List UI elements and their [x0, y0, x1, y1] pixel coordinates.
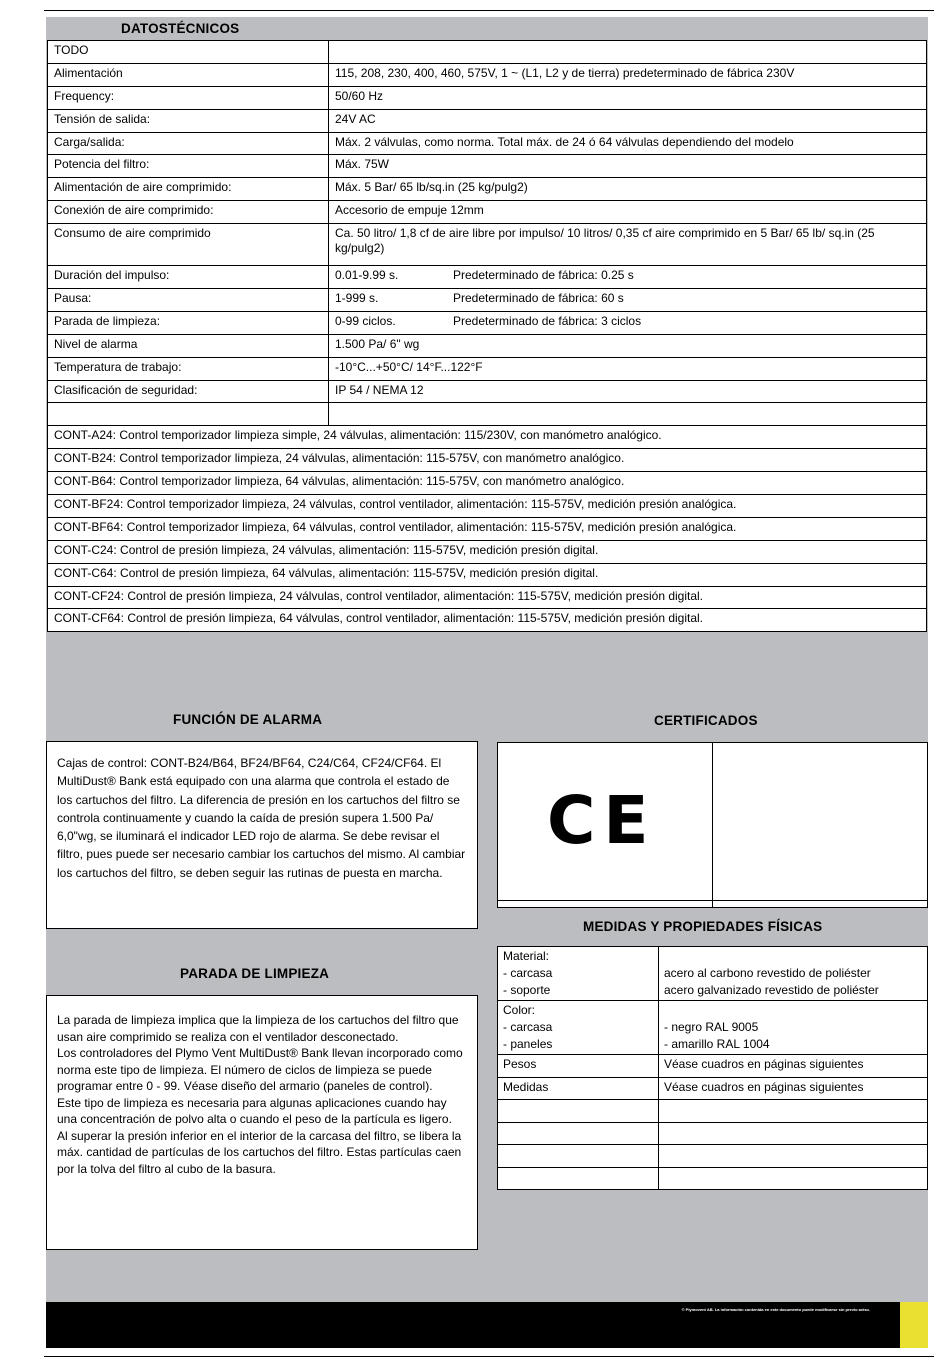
certificates-heading: CERTIFICADOS [654, 713, 758, 728]
material-sub: - soporte [503, 983, 551, 997]
row-value: Accesorio de empuje 12mm [329, 201, 927, 224]
range-value: 1-999 s. [335, 291, 379, 306]
ce-cell [498, 743, 713, 901]
row-key [498, 1145, 659, 1168]
model-row [48, 495, 927, 518]
model-code: CONT-CF64: [54, 611, 125, 626]
table-row [48, 86, 927, 109]
row-key: Duración del impulso: [48, 266, 329, 289]
table-row [498, 1055, 928, 1078]
table-row [498, 1167, 928, 1190]
row-key: Pausa: [48, 289, 329, 312]
row-key: Consumo de aire comprimido [48, 224, 329, 266]
row-key: Frequency: [48, 86, 329, 109]
color-val: - amarillo RAL 1004 [664, 1037, 770, 1051]
table-row [498, 1077, 928, 1100]
model-row [48, 472, 927, 495]
row-value: Ca. 50 litro/ 1,8 cf de aire libre por impulso/ 10 litros/ 0,35 cf aire comprimido en 5 Bar/ 65 lb/ sq.in (25 kg/pulg2) [329, 224, 927, 266]
row-key: TODO [48, 41, 329, 64]
material-val: acero galvanizado revestido de poliéster [664, 983, 879, 997]
model-row [48, 517, 927, 540]
measures-heading: MEDIDAS Y PROPIEDADES FÍSICAS [583, 919, 823, 934]
row-key: Medidas [498, 1077, 659, 1100]
material-sub: - carcasa [503, 966, 553, 980]
table-row [48, 224, 927, 266]
row-value [329, 41, 927, 64]
model-code: CONT-CF24: [54, 588, 125, 603]
cleaning-heading: PARADA DE LIMPIEZA [180, 966, 330, 981]
model-cell [48, 472, 927, 495]
cleaning-paragraph: La parada de limpieza implica que la limpieza de los cartuchos del filtro que usan aire comprimido se realiza con el ventilador desconectado. [57, 1013, 459, 1044]
model-desc: Control de presión limpieza, 64 válvulas, control ventilador, alimentación: 115-575V, medición presión digital. [124, 611, 704, 626]
model-code: CONT-C24: [54, 542, 117, 557]
alarm-heading: FUNCIÓN DE ALARMA [173, 712, 323, 727]
color-val: - negro RAL 9005 [664, 1020, 759, 1034]
table-row [48, 109, 927, 132]
model-cell [48, 586, 927, 609]
model-row [48, 609, 927, 632]
row-value [659, 1100, 928, 1123]
material-value [659, 947, 928, 1001]
model-code: CONT-B24: [54, 451, 117, 466]
model-cell [48, 495, 927, 518]
table-row [48, 403, 927, 426]
row-value [659, 1122, 928, 1145]
model-desc: Control de presión limpieza, 24 válvulas, control ventilador, alimentación: 115-575V, medición presión digital. [124, 588, 704, 603]
ce-mark-icon: CE [547, 782, 657, 860]
row-value: Máx. 5 Bar/ 65 lb/sq.in (25 kg/pulg2) [329, 178, 927, 201]
material-key [498, 947, 659, 1001]
table-row [498, 1145, 928, 1168]
row-value [329, 289, 927, 312]
cleaning-paragraph: Este tipo de limpieza es necesaria para algunas aplicaciones cuando hay una concentración de polvo alta o cuando el peso de la partícula es ligero. [57, 1095, 452, 1126]
color-key [498, 1001, 659, 1055]
default-value: Predeterminado de fábrica: 60 s [453, 291, 624, 306]
model-desc: Control temporizador limpieza, 64 válvulas, alimentación: 115-575V, con manómetro analógico. [116, 474, 625, 489]
material-title: Material: [503, 949, 550, 963]
alarm-text: Cajas de control: CONT-B24/B64, BF24/BF64, C24/C64, CF24/CF64. El MultiDust® Bank está equipado con una alarma que controla el estado de los cartuchos del filtro. La diferencia de presión en los cartuchos del filtro se controla continuamente y cuando la caída de presión supera 1.500 Pa/ 6,0"wg, se iluminará el indicador LED rojo de alarma. Se debe revisar el filtro, pues puede ser necesario cambiar los cartuchos del mismo. Al cambiar los cartuchos del filtro, se deben seguir las rutinas de puesta en marcha. [57, 756, 466, 880]
row-value: 50/60 Hz [329, 86, 927, 109]
empty-cell [498, 900, 713, 908]
range-value: 0.01-9.99 s. [335, 268, 399, 283]
model-code: CONT-BF64: [54, 519, 124, 534]
row-value [329, 403, 927, 426]
row-key [48, 403, 329, 426]
footer-text: © Plymovent AB. La información contenida en este documento puede modificarse sin previo aviso. [681, 1307, 870, 1312]
table-row [48, 334, 927, 357]
model-code: CONT-A24: [54, 428, 117, 443]
row-key: Conexión de aire comprimido: [48, 201, 329, 224]
model-row [48, 449, 927, 472]
model-desc: Control temporizador limpieza, 24 válvulas, control ventilador, alimentación: 115-575V, medición presión analógica. [123, 497, 737, 512]
model-cell [48, 563, 927, 586]
color-sub: - carcasa [503, 1020, 553, 1034]
table-row [48, 63, 927, 86]
model-cell [48, 540, 927, 563]
row-value: Máx. 2 válvulas, como norma. Total máx. de 24 ó 64 válvulas dependiendo del modelo [329, 132, 927, 155]
top-rule [44, 10, 934, 11]
model-desc: Control de presión limpieza, 64 válvulas, alimentación: 115-575V, medición presión digital. [116, 565, 599, 580]
yellow-accent-block [900, 1302, 928, 1348]
model-cell [48, 517, 927, 540]
default-value: Predeterminado de fábrica: 0.25 s [453, 268, 634, 283]
material-val: acero al carbono revestido de poliéster [664, 966, 871, 980]
row-key: Alimentación de aire comprimido: [48, 178, 329, 201]
row-value: 115, 208, 230, 400, 460, 575V, 1 ~ (L1, L2 y de tierra) predeterminado de fábrica 230V [329, 63, 927, 86]
measures-table [497, 946, 928, 1190]
model-desc: Control temporizador limpieza, 64 válvulas, control ventilador, alimentación: 115-575V, medición presión analógica. [123, 519, 737, 534]
model-code: CONT-BF24: [54, 497, 124, 512]
row-value [329, 266, 927, 289]
table-row [48, 289, 927, 312]
row-key: Tensión de salida: [48, 109, 329, 132]
row-key: Nivel de alarma [48, 334, 329, 357]
row-value: Véase cuadros en páginas siguientes [659, 1055, 928, 1078]
model-desc: Control temporizador limpieza, 24 válvulas, alimentación: 115-575V, con manómetro analógico. [116, 451, 625, 466]
row-key: Carga/salida: [48, 132, 329, 155]
model-code: CONT-C64: [54, 565, 117, 580]
table-row [48, 41, 927, 64]
row-value [659, 1167, 928, 1190]
table-row [498, 947, 928, 1001]
row-key [498, 1167, 659, 1190]
model-cell [48, 426, 927, 449]
table-row [48, 266, 927, 289]
color-sub: - paneles [503, 1037, 553, 1051]
model-row [48, 586, 927, 609]
footer-bar [46, 1302, 900, 1348]
color-value [659, 1001, 928, 1055]
row-key [498, 1100, 659, 1123]
row-key: Parada de limpieza: [48, 311, 329, 334]
table-row [498, 1122, 928, 1145]
row-value: IP 54 / NEMA 12 [329, 380, 927, 403]
table-row [498, 1100, 928, 1123]
model-desc: Control de presión limpieza, 24 válvulas, alimentación: 115-575V, medición presión digital. [116, 542, 599, 557]
table-row [48, 357, 927, 380]
table-row [48, 132, 927, 155]
row-key: Potencia del filtro: [48, 155, 329, 178]
color-title: Color: [503, 1003, 536, 1017]
row-value: Véase cuadros en páginas siguientes [659, 1077, 928, 1100]
model-cell [48, 449, 927, 472]
tech-heading: DATOSTÉCNICOS [121, 21, 240, 36]
cleaning-text-box [46, 995, 478, 1250]
table-row [48, 311, 927, 334]
row-value: 1.500 Pa/ 6" wg [329, 334, 927, 357]
model-cell [48, 609, 927, 632]
row-key: Alimentación [48, 63, 329, 86]
row-key: Pesos [498, 1055, 659, 1078]
table-row [48, 201, 927, 224]
table-row [48, 178, 927, 201]
empty-cell [713, 900, 928, 908]
table-row [498, 1001, 928, 1055]
row-key: Clasificación de seguridad: [48, 380, 329, 403]
empty-cell [713, 743, 928, 901]
certificates-table [497, 742, 928, 908]
table-row [48, 155, 927, 178]
row-value: 24V AC [329, 109, 927, 132]
model-row [48, 426, 927, 449]
row-value [329, 311, 927, 334]
tech-data-table [47, 40, 927, 632]
default-value: Predeterminado de fábrica: 3 ciclos [453, 313, 642, 328]
range-value: 0-99 ciclos. [335, 313, 396, 328]
row-key: Temperatura de trabajo: [48, 357, 329, 380]
table-row [48, 380, 927, 403]
model-code: CONT-B64: [54, 474, 117, 489]
alarm-text-box [46, 741, 478, 929]
row-key [498, 1122, 659, 1145]
bottom-rule [44, 1356, 934, 1357]
model-desc: Control temporizador limpieza simple, 24 válvulas, alimentación: 115/230V, con manómetro analógico. [116, 428, 662, 443]
model-row [48, 563, 927, 586]
row-value: -10°C...+50°C/ 14°F...122°F [329, 357, 927, 380]
row-value: Máx. 75W [329, 155, 927, 178]
cleaning-paragraph: Al superar la presión inferior en el interior de la carcasa del filtro, se libera la máx. cantidad de partículas de los cartuchos del filtro. Estas partículas caen por la tolva del filtro al cubo de la basura. [57, 1128, 462, 1176]
model-row [48, 540, 927, 563]
cleaning-paragraph: Los controladores del Plymo Vent MultiDust® Bank llevan incorporado como norma este tipo de limpieza. El número de ciclos de limpieza se puede programar entre 0 - 99. Véase diseño del armario (paneles de control). [57, 1046, 463, 1093]
row-value [659, 1145, 928, 1168]
